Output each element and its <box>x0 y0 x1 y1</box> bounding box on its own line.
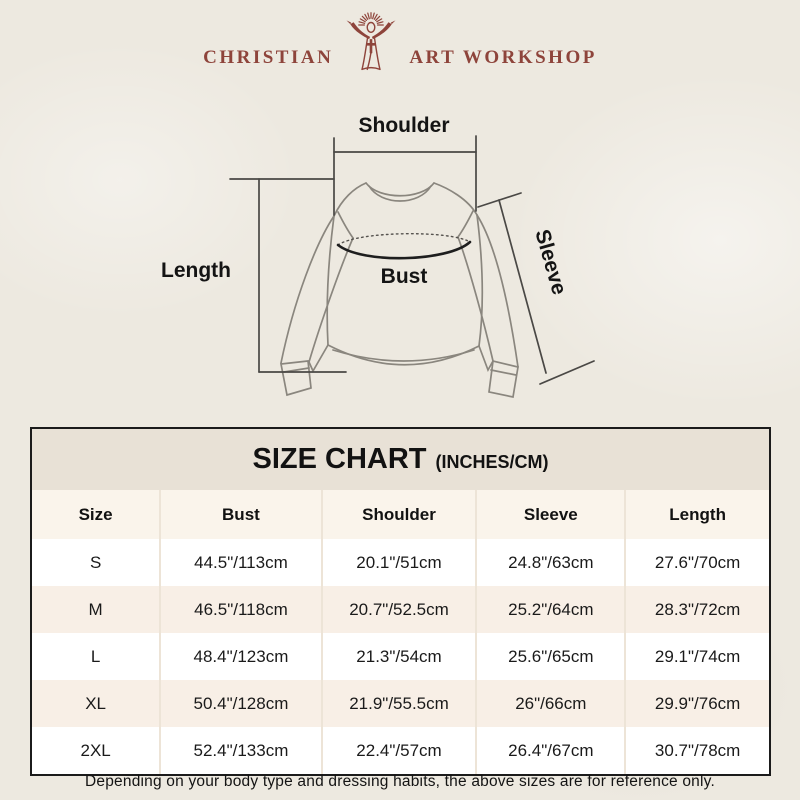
bust-label: Bust <box>380 265 428 288</box>
size-table <box>32 490 769 774</box>
size-chart-title: SIZE CHART <box>252 443 427 475</box>
measurement-diagram <box>130 100 670 430</box>
size-chart-title-bar <box>32 429 769 490</box>
length-cell: 28.3"/72cm <box>625 586 769 633</box>
shoulder-cell: 22.4"/57cm <box>322 727 477 774</box>
shoulder-cell: 21.3"/54cm <box>322 633 477 680</box>
table-row-l <box>32 633 769 680</box>
shoulder-label: Shoulder <box>358 114 450 137</box>
size-cell: XL <box>85 693 107 713</box>
logo-head <box>368 22 376 32</box>
size-cell: S <box>89 552 102 572</box>
table-row-s <box>32 539 769 586</box>
sleeve-measure-line <box>499 200 546 373</box>
shoulder-cell: 21.9"/55.5cm <box>322 680 477 727</box>
size-cell: M <box>88 599 103 619</box>
sleeve-cell: 24.8"/63cm <box>476 539 625 586</box>
sweater-diagram-svg <box>130 100 670 430</box>
sleeve-measure-bottom-tick <box>540 361 594 384</box>
length-cell: 27.6"/70cm <box>625 539 769 586</box>
sleeve-cell: 26.4"/67cm <box>476 727 625 774</box>
size-chart-units: (INCHES/CM) <box>435 452 549 472</box>
table-header-row <box>32 490 769 539</box>
sleeve-cell: 25.6"/65cm <box>476 633 625 680</box>
column-header-shoulder: Shoulder <box>322 490 477 539</box>
shoulder-cell: 20.1"/51cm <box>322 539 477 586</box>
size-cell: 2XL <box>80 740 111 760</box>
sleeve-label: Sleeve <box>530 226 571 298</box>
jesus-logo-icon <box>338 10 404 74</box>
table-row-xl <box>32 680 769 727</box>
sleeve-cell: 25.2"/64cm <box>476 586 625 633</box>
bust-cell: 46.5"/118cm <box>160 586 321 633</box>
length-cell: 30.7"/78cm <box>625 727 769 774</box>
column-header-size: Size <box>32 490 160 539</box>
size-chart-table <box>30 427 771 776</box>
brand-name-left: CHRISTIAN <box>203 47 334 68</box>
brand-logo <box>0 10 800 74</box>
length-cell: 29.1"/74cm <box>625 633 769 680</box>
size-cell: L <box>90 646 101 666</box>
reference-note: Depending on your body type and dressing habits, the above sizes are for reference only. <box>85 773 715 790</box>
column-header-length: Length <box>625 490 769 539</box>
bust-cell: 44.5"/113cm <box>160 539 321 586</box>
brand-name-right: ART WORKSHOP <box>409 47 597 68</box>
bust-measure-line <box>338 234 470 258</box>
length-label: Length <box>161 259 231 282</box>
column-header-bust: Bust <box>160 490 321 539</box>
column-header-sleeve: Sleeve <box>476 490 625 539</box>
bust-cell: 48.4"/123cm <box>160 633 321 680</box>
bust-cell: 50.4"/128cm <box>160 680 321 727</box>
sweater-outline <box>281 183 518 397</box>
bust-cell: 52.4"/133cm <box>160 727 321 774</box>
length-cell: 29.9"/76cm <box>625 680 769 727</box>
sleeve-cell: 26"/66cm <box>476 680 625 727</box>
table-row-2xl <box>32 727 769 774</box>
table-row-m <box>32 586 769 633</box>
shoulder-cell: 20.7"/52.5cm <box>322 586 477 633</box>
